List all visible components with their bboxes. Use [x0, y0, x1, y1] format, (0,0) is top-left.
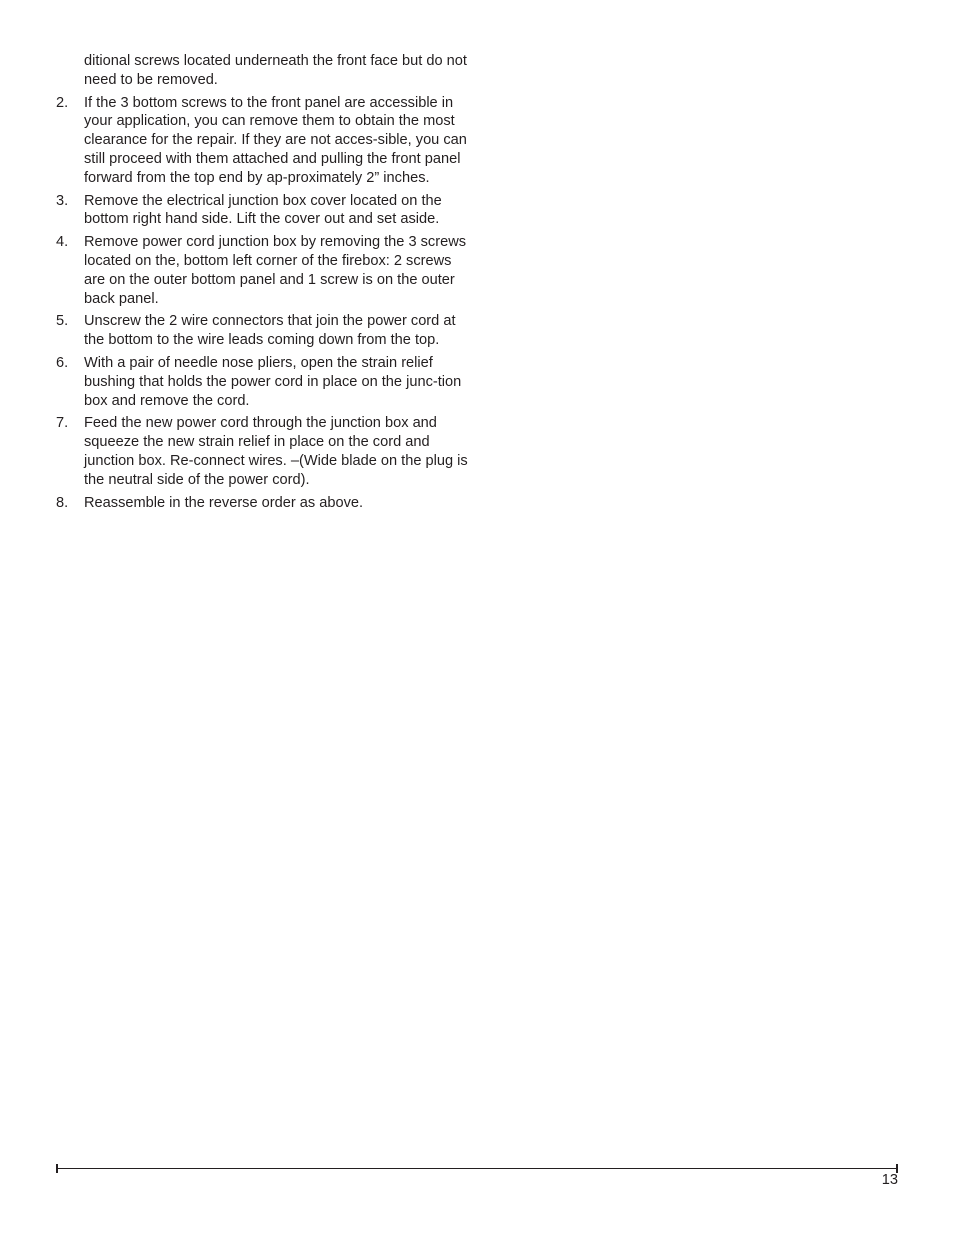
- footer-rule: [57, 1168, 897, 1169]
- page-number: 13: [881, 1172, 898, 1188]
- step-text: Feed the new power cord through the junction box and squeeze the new strain relief in place on the cord and junction box. Re-connect wires. –(Wide blade on the plug is the neutral side of the power cord).: [84, 415, 468, 488]
- step-number: 6.: [56, 354, 69, 371]
- step-3: [56, 192, 476, 230]
- step-4: [56, 233, 476, 308]
- step-6: [56, 354, 476, 410]
- step-number: 3.: [56, 192, 69, 209]
- step-2: [56, 94, 476, 188]
- continued-paragraph: ditional screws located underneath the front face but do not need to be removed.: [84, 53, 467, 88]
- step-text: Remove the electrical junction box cover located on the bottom right hand side. Lift the cover out and set aside.: [84, 192, 442, 228]
- step-text: Remove power cord junction box by removing the 3 screws located on the, bottom left corner of the firebox: 2 screws are on the outer bottom panel and 1 screw is on the outer back panel.: [84, 234, 467, 307]
- step-7: [56, 414, 476, 489]
- step-8: [56, 494, 476, 513]
- step-5: [56, 312, 476, 350]
- step-number: 4.: [56, 234, 69, 251]
- steps-list: [56, 94, 476, 513]
- step-number: 5.: [56, 313, 69, 330]
- step-number: 2.: [56, 94, 69, 111]
- step-number: 7.: [56, 415, 69, 432]
- step-text: With a pair of needle nose pliers, open the strain relief bushing that holds the power cord in place on the junc-tion box and remove the cord.: [84, 354, 462, 409]
- instructions-column: [56, 52, 476, 516]
- step-text: Reassemble in the reverse order as above.: [84, 494, 364, 511]
- step-text: If the 3 bottom screws to the front panel are accessible in your application, you can remove them to obtain the most clearance for the repair. If they are not acces-sible, you can still proceed with them attached and pulling the front panel forward from the top end by ap-proximately 2” inches.: [84, 94, 467, 186]
- step-text: Unscrew the 2 wire connectors that join the power cord at the bottom to the wire leads coming down from the top.: [84, 313, 456, 349]
- step-number: 8.: [56, 494, 69, 511]
- footer-rule-left-tick: [56, 1164, 58, 1173]
